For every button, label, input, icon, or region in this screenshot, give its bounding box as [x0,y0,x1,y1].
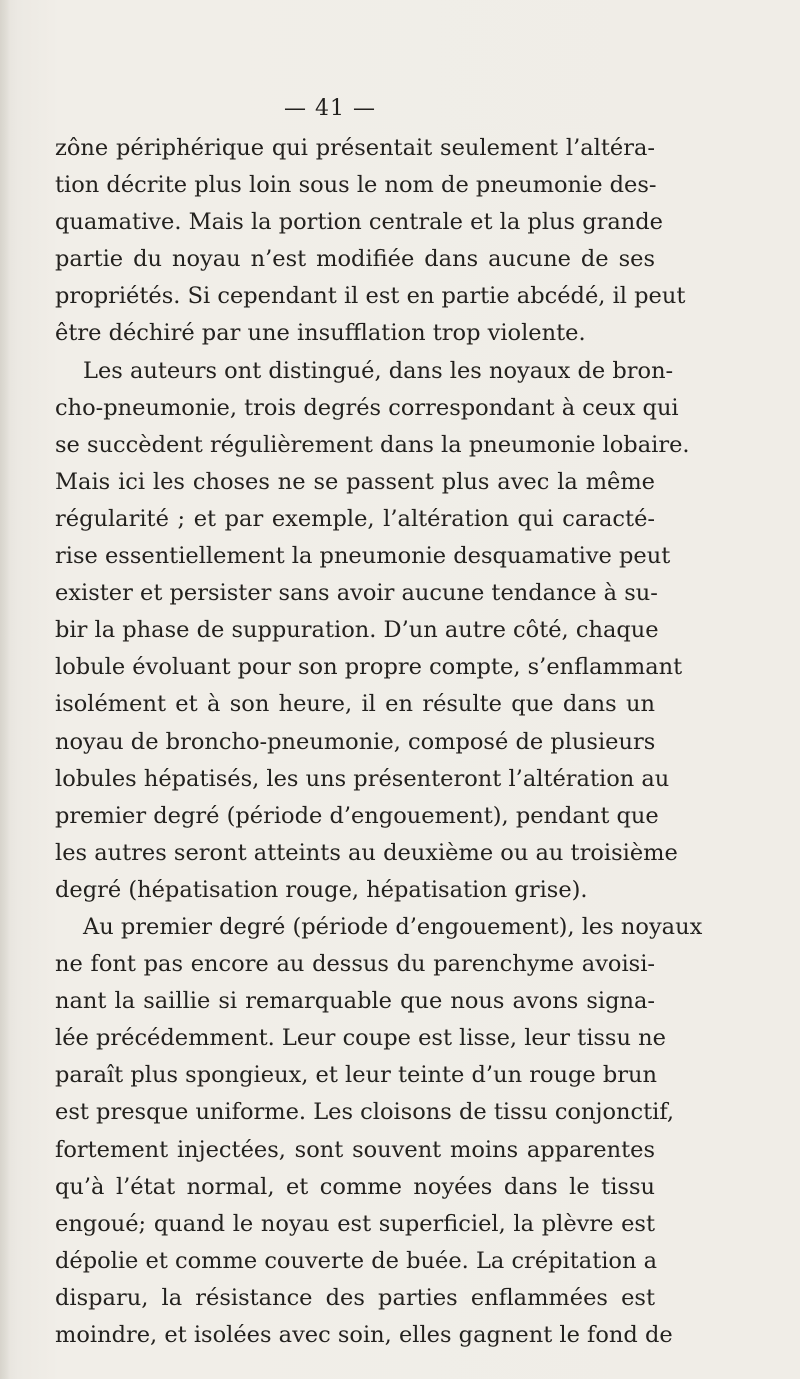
text-line: lobules hépatisés, les uns présenteront l’altération au [55,765,670,792]
text-line: lée précédemment. Leur coupe est lisse, leur tissu ne [55,1025,666,1052]
text-line: tion décrite plus loin sous le nom de pneumonie des- [55,172,657,199]
text-line: les autres seront atteints au deuxième ou au troisième [55,839,678,866]
text-line: exister et persister sans avoir aucune tendance à su- [55,580,658,607]
text-line: partie du noyau n’est modifiée dans aucune de ses [55,246,655,273]
text-line: bir la phase de suppuration. D’un autre côté, chaque [55,617,659,644]
text-line: Mais ici les choses ne se passent plus avec la même [55,468,655,495]
text-line: engoué; quand le noyau est superficiel, la plèvre est [55,1210,655,1237]
text-line: paraît plus spongieux, et leur teinte d’un rouge brun [55,1062,658,1089]
text-line: isolément et à son heure, il en résulte que dans un [55,691,655,718]
text-line: noyau de broncho-pneumonie, composé de plusieurs [55,728,656,755]
text-line: est presque uniforme. Les cloisons de tissu conjonctif, [55,1099,674,1126]
text-line: propriétés. Si cependant il est en partie abcédé, il peut [55,283,686,310]
text-line: premier degré (période d’engouement), pendant que [55,802,659,829]
text-line: être déchiré par une insufflation trop violente. [55,320,586,347]
text-line: lobule évoluant pour son propre compte, s’enflammant [55,654,683,681]
text-line: se succèdent régulièrement dans la pneumonie lobaire. [55,431,690,458]
text-line: Au premier degré (période d’engouement), les noyaux [83,913,703,940]
text-line: régularité ; et par exemple, l’altération qui caracté- [55,505,655,532]
page-gutter-shadow [0,0,10,1379]
text-line: moindre, et isolées avec soin, elles gagnent le fond de [55,1322,673,1348]
text-line: quamative. Mais la portion centrale et la plus grande [55,209,663,236]
text-line: fortement injectées, sont souvent moins apparentes [55,1136,655,1163]
page-number: — 41 — [284,96,376,121]
text-line: ne font pas encore au dessus du parenchyme avoisi- [55,951,655,978]
text-line: nant la saillie si remarquable que nous avons signa- [55,988,655,1015]
text-line: Les auteurs ont distingué, dans les noyaux de bron- [83,357,674,384]
text-line: cho-pneumonie, trois degrés correspondant à ceux qui [55,394,679,421]
text-line: degré (hépatisation rouge, hépatisation grise). [55,876,588,903]
text-line: rise essentiellement la pneumonie desquamative peut [55,543,671,570]
text-line: disparu, la résistance des parties enflammées est [55,1284,655,1311]
text-line: qu’à l’état normal, et comme noyées dans le tissu [55,1173,655,1200]
body-text [55,130,703,1354]
text-line: zône périphérique qui présentait seulement l’altéra- [55,135,655,161]
text-line: dépolie et comme couverte de buée. La crépitation a [55,1247,658,1274]
